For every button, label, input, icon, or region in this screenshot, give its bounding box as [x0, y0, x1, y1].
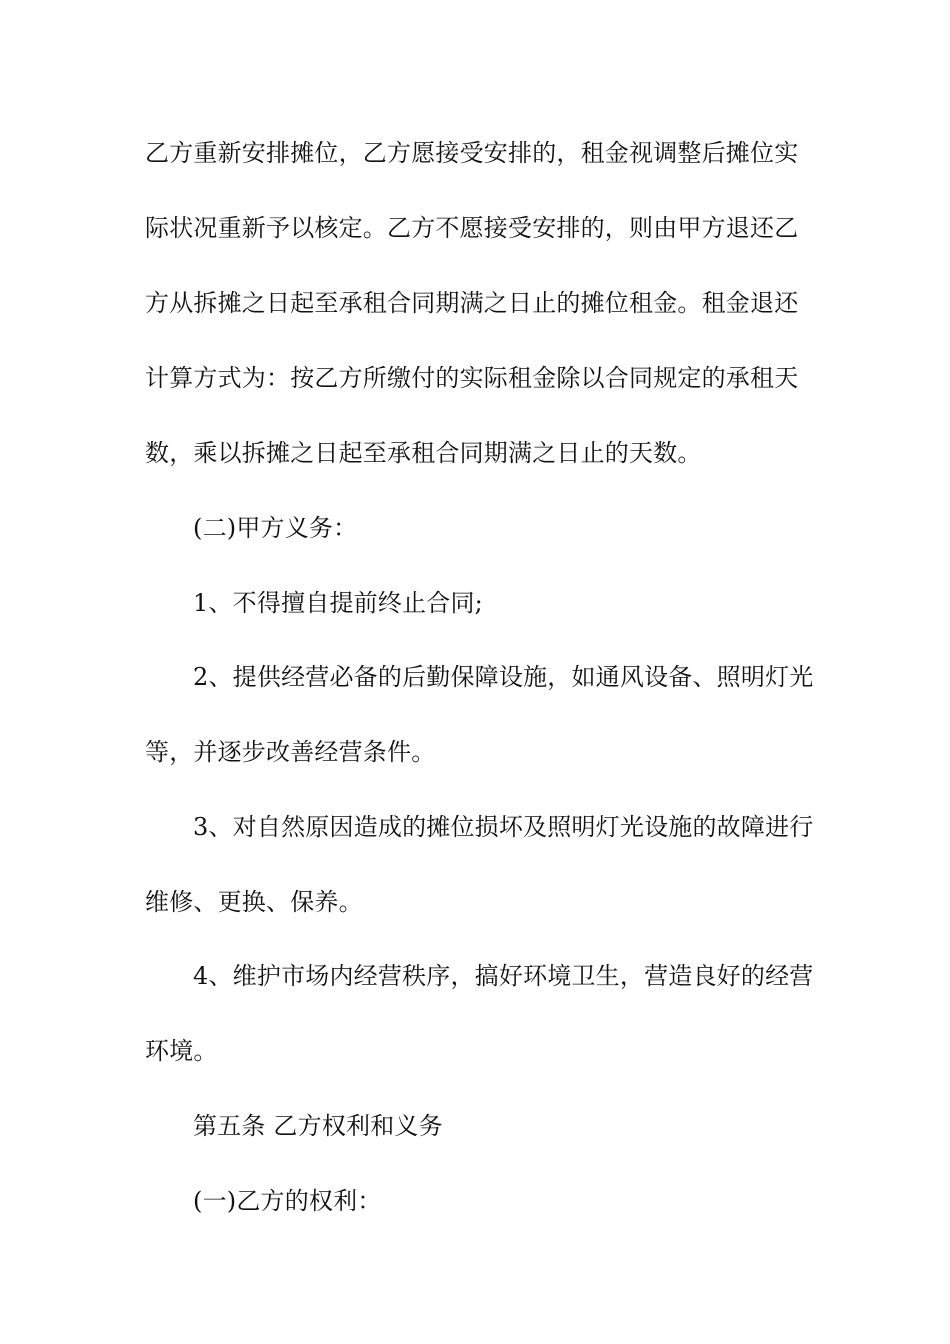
obligation-item-3: 3、对自然原因造成的摊位损坏及照明灯光设施的故障进行 [193, 813, 814, 841]
obligation-item-3-continued: 维修、更换、保养。 [145, 888, 363, 916]
obligation-item-2: 2、提供经营必备的后勤保障设施，如通风设备、照明灯光 [193, 663, 814, 691]
obligation-item-2-continued: 等，并逐步改善经营条件。 [145, 738, 436, 766]
section-heading-party-b-rights: (一)乙方的权利： [193, 1187, 382, 1215]
text-line-2: 际状况重新予以核定。乙方不愿接受安排的，则由甲方退还乙 [145, 214, 799, 242]
text-line-3: 方从拆摊之日起至承租合同期满之日止的摊位租金。租金退还 [145, 289, 799, 317]
obligation-item-4-continued: 环境。 [145, 1037, 218, 1065]
section-heading-party-a-obligations: (二)甲方义务： [193, 514, 358, 542]
text-line-5: 数，乘以拆摊之日起至承租合同期满之日止的天数。 [145, 439, 702, 467]
text-line-1: 乙方重新安排摊位，乙方愿接受安排的，租金视调整后摊位实 [145, 139, 799, 167]
obligation-item-1: 1、不得擅自提前终止合同; [193, 589, 483, 617]
text-line-4: 计算方式为：按乙方所缴付的实际租金除以合同规定的承租天 [145, 364, 799, 392]
article-five-heading: 第五条 乙方权利和义务 [193, 1112, 443, 1140]
obligation-item-4: 4、维护市场内经营秩序，搞好环境卫生，营造良好的经营 [193, 962, 814, 990]
